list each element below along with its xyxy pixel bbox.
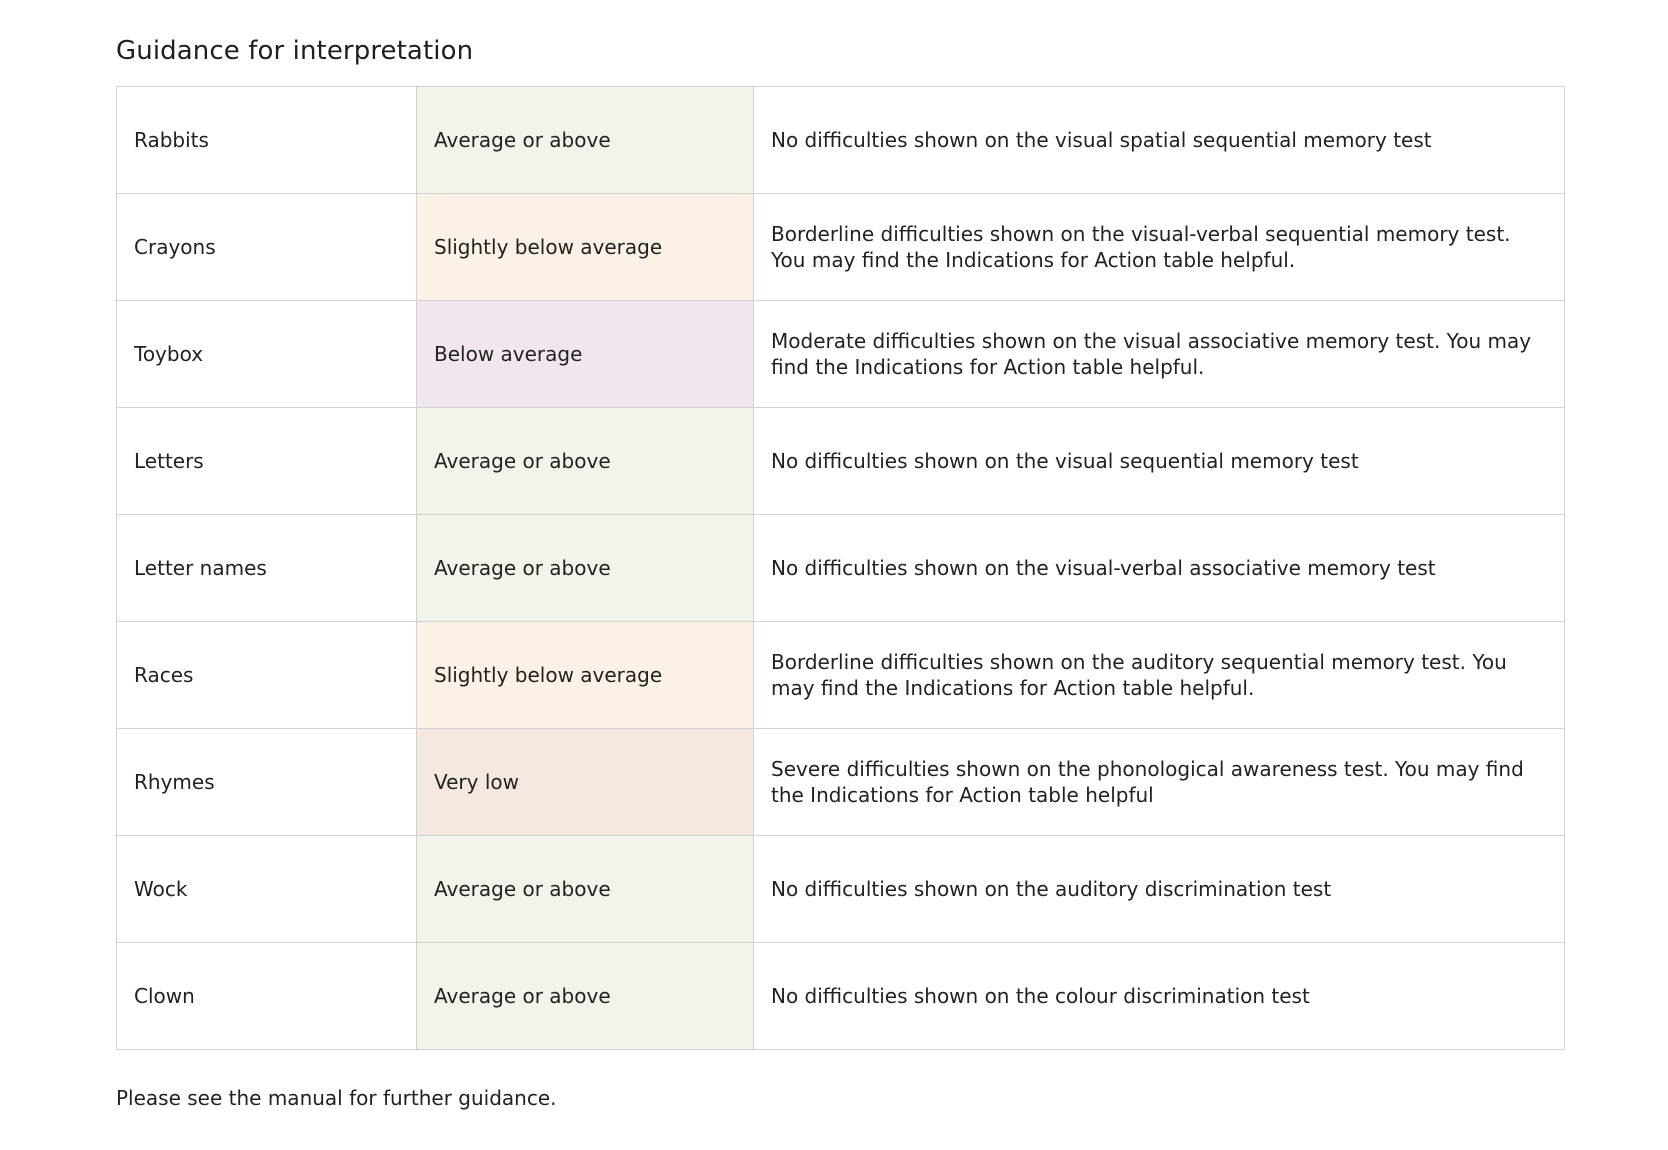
footer-note: Please see the manual for further guidance. bbox=[116, 1086, 557, 1110]
level-cell: Average or above bbox=[417, 943, 754, 1050]
level-cell: Very low bbox=[417, 729, 754, 836]
comment-cell: Borderline difficulties shown on the visual-verbal sequential memory test. You may find the Indications for Action table helpful. bbox=[754, 194, 1565, 301]
test-name-cell: Wock bbox=[117, 836, 417, 943]
comment-cell: No difficulties shown on the auditory discrimination test bbox=[754, 836, 1565, 943]
comment-cell: No difficulties shown on the visual-verbal associative memory test bbox=[754, 515, 1565, 622]
table-row bbox=[117, 515, 1565, 622]
table-row bbox=[117, 622, 1565, 729]
table-row bbox=[117, 836, 1565, 943]
comment-cell: Borderline difficulties shown on the auditory sequential memory test. You may find the Indications for Action table helpful. bbox=[754, 622, 1565, 729]
level-cell: Slightly below average bbox=[417, 622, 754, 729]
level-cell: Average or above bbox=[417, 408, 754, 515]
level-cell: Average or above bbox=[417, 87, 754, 194]
table-row bbox=[117, 943, 1565, 1050]
level-cell: Average or above bbox=[417, 836, 754, 943]
level-cell: Average or above bbox=[417, 515, 754, 622]
test-name-cell: Letters bbox=[117, 408, 417, 515]
guidance-table bbox=[116, 86, 1565, 1050]
table-row bbox=[117, 87, 1565, 194]
page-title: Guidance for interpretation bbox=[116, 36, 474, 66]
table-row bbox=[117, 729, 1565, 836]
comment-cell: Severe difficulties shown on the phonological awareness test. You may find the Indications for Action table helpful bbox=[754, 729, 1565, 836]
table-row bbox=[117, 408, 1565, 515]
comment-cell: No difficulties shown on the colour discrimination test bbox=[754, 943, 1565, 1050]
level-cell: Slightly below average bbox=[417, 194, 754, 301]
level-cell: Below average bbox=[417, 301, 754, 408]
test-name-cell: Rhymes bbox=[117, 729, 417, 836]
test-name-cell: Letter names bbox=[117, 515, 417, 622]
test-name-cell: Rabbits bbox=[117, 87, 417, 194]
test-name-cell: Races bbox=[117, 622, 417, 729]
comment-cell: No difficulties shown on the visual spatial sequential memory test bbox=[754, 87, 1565, 194]
test-name-cell: Clown bbox=[117, 943, 417, 1050]
table-row bbox=[117, 194, 1565, 301]
guidance-table-body bbox=[117, 87, 1565, 1050]
test-name-cell: Toybox bbox=[117, 301, 417, 408]
table-row bbox=[117, 301, 1565, 408]
comment-cell: Moderate difficulties shown on the visual associative memory test. You may find the Indications for Action table helpful. bbox=[754, 301, 1565, 408]
comment-cell: No difficulties shown on the visual sequential memory test bbox=[754, 408, 1565, 515]
test-name-cell: Crayons bbox=[117, 194, 417, 301]
